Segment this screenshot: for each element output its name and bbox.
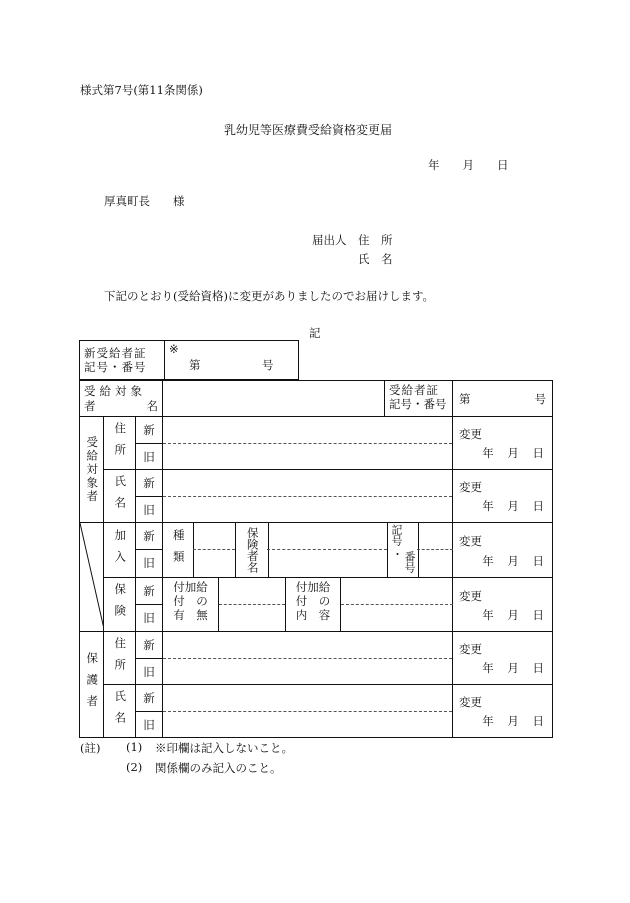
extra-content-label: 付加給 付 の 内 容 (285, 578, 341, 631)
note-1-number: (1) (126, 740, 143, 754)
new-old-pair: 新 旧 (136, 523, 163, 578)
new-label: 新 (136, 470, 163, 497)
guardian-name-old[interactable] (163, 712, 453, 738)
new-label: 新 (136, 417, 163, 444)
new-label: 新 (136, 685, 163, 712)
target-address-change[interactable]: 変更 年 月 日 (453, 417, 553, 470)
guardian-name-label: 氏名 (104, 685, 136, 738)
insurance-info-cell[interactable] (163, 523, 453, 578)
symbol-number-label: 記号 ・ 番号 (387, 523, 419, 577)
new-cert-label: 新受給者証 記号・番号 (80, 341, 165, 380)
target-group-label: 受給対象者 (80, 417, 104, 523)
extra-benefit-label: 付加給 付 の 有 無 (163, 578, 219, 631)
cert-label: 受給者証 記号・番号 (384, 381, 452, 416)
new-label: 新 (136, 632, 163, 659)
new-cert-box (79, 340, 299, 380)
insurer-name-label: 保険者名 (235, 523, 269, 577)
target-name-row (80, 381, 553, 417)
cert-value[interactable]: 第 号 (453, 381, 553, 417)
new-old-pair: 新 旧 (136, 578, 163, 632)
guardian-label: 保護者 (80, 632, 104, 738)
old-label: 旧 (136, 497, 163, 523)
date-field: 年 月 日 (428, 158, 509, 172)
kind-label: 種類 (163, 523, 194, 577)
form-title: 乳幼児等医療費受給資格変更届 (224, 123, 393, 137)
go-label: 号 (262, 358, 274, 372)
guardian-address-change[interactable]: 変更 年 月 日 (453, 632, 553, 685)
diagonal-cell (80, 523, 104, 632)
guardian-address-new[interactable] (163, 632, 453, 659)
intro-text: 下記のとおり(受給資格)に変更がありましたのでお届けします。 (104, 289, 435, 303)
extra-benefit-change[interactable]: 変更 年 月 日 (453, 578, 553, 632)
target-fullname-label: 氏名 (104, 470, 136, 523)
note-1-text: ※印欄は記入しないこと。 (155, 741, 293, 755)
target-address-label: 住所 (104, 417, 136, 470)
guardian-address-label: 住所 (104, 632, 136, 685)
insurance-label: 保険 (104, 578, 136, 632)
guardian-name-change[interactable]: 変更 年 月 日 (453, 685, 553, 738)
old-label: 旧 (136, 712, 163, 738)
old-label: 旧 (136, 444, 163, 470)
name-label: 氏 名 (358, 252, 393, 266)
note-2-text: 関係欄のみ記入のこと。 (155, 761, 282, 775)
diagonal-line (80, 523, 104, 629)
target-address-old[interactable] (163, 444, 453, 470)
applicant-label: 届出人 (312, 233, 347, 247)
target-address-new[interactable] (163, 417, 453, 444)
notes-label: (註) (80, 741, 101, 755)
target-name-label: 受給対象 者 名 (80, 381, 163, 417)
main-form-table (79, 380, 553, 738)
form-number: 様式第7号(第11条関係) (80, 83, 203, 97)
guardian-address-old[interactable] (163, 659, 453, 685)
new-cert-value[interactable] (165, 341, 299, 380)
ki-label: 記 (309, 326, 321, 340)
enroll-label: 加入 (104, 523, 136, 578)
extra-benefit-cell[interactable] (163, 578, 453, 632)
insurance-change[interactable]: 変更 年 月 日 (453, 523, 553, 578)
target-fullname-change[interactable]: 変更 年 月 日 (453, 470, 553, 523)
target-fullname-new[interactable] (163, 470, 453, 497)
guardian-name-new[interactable] (163, 685, 453, 712)
old-label: 旧 (136, 659, 163, 685)
target-fullname-old[interactable] (163, 497, 453, 523)
addressee: 厚真町長 様 (104, 194, 185, 208)
target-name-input[interactable] (163, 381, 453, 417)
note-2-number: (2) (126, 760, 143, 774)
reserved-mark: ※ (169, 342, 179, 356)
dai-label: 第 (189, 358, 201, 372)
address-label: 住 所 (358, 233, 393, 247)
